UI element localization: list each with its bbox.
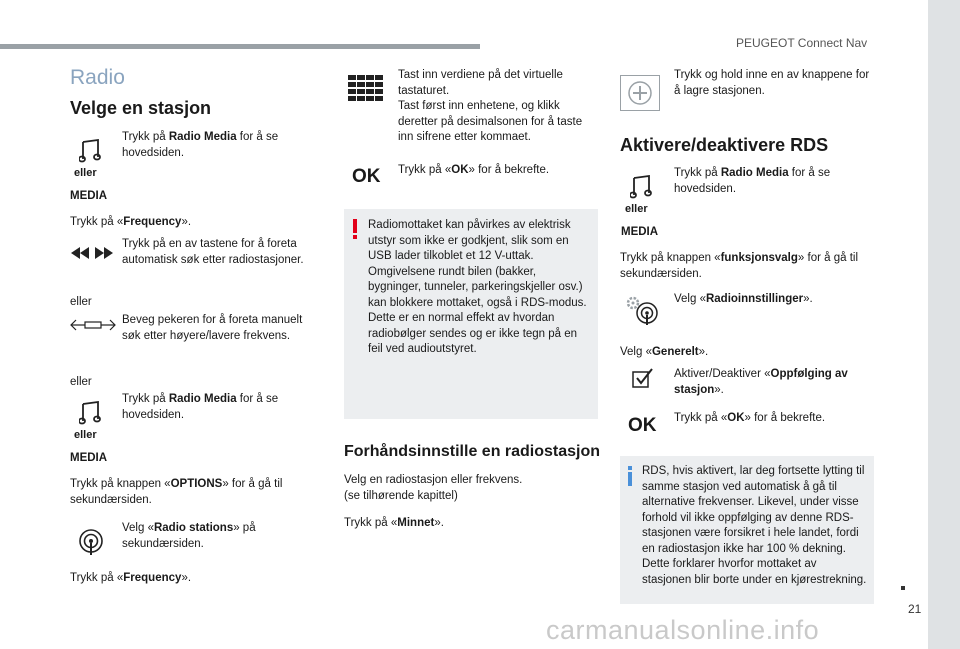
eller-label: eller <box>625 203 648 215</box>
media-button-label: MEDIA <box>70 190 108 202</box>
frequency-text: Trykk på «Frequency». <box>70 572 192 584</box>
frequency-text: Trykk på «Frequency». <box>70 216 192 228</box>
ok-confirm-text: Trykk på «OK» for å bekrefte. <box>398 164 550 176</box>
heading-velge-stasjon: Velge en stasjon <box>70 98 212 118</box>
manual-search-text: Beveg pekeren for å foreta manuelt søk etter høyere/lavere frekvens. <box>122 314 303 342</box>
funksjonsvalg-text: Trykk på knappen «funksjonsvalg» for å gå til sekundærsiden. <box>620 252 858 280</box>
eller-label: eller <box>70 296 92 308</box>
options-text: Trykk på knappen «OPTIONS» for å gå til sekundærsiden. <box>70 478 283 506</box>
oppfolging-text: Aktiver/Deaktiver «Oppfølging av stasjon». <box>674 368 848 396</box>
eller-label: eller <box>74 167 97 179</box>
radio-media-text: Trykk på Radio Media for å se hovedsiden. <box>122 393 279 421</box>
ok-icon: OK <box>628 415 657 436</box>
ok-confirm-text: Trykk på «OK» for å bekrefte. <box>674 412 826 424</box>
seek-text: Trykk på en av tastene for å foreta automatisk søk etter radiostasjoner. <box>122 238 304 266</box>
radio-stations-text: Velg «Radio stations» på sekundærsiden. <box>122 522 256 550</box>
media-button-label: MEDIA <box>621 226 659 238</box>
eller-label: eller <box>70 376 92 388</box>
page-number: 21 <box>908 602 922 616</box>
music-note-icon <box>79 401 101 425</box>
preset-select-text: Velg en radiostasjon eller frekvens. (se tilhørende kapittel) <box>344 474 523 502</box>
top-rule <box>0 44 480 49</box>
info-icon <box>627 466 633 486</box>
ok-icon: OK <box>352 166 381 187</box>
music-note-icon <box>630 175 652 199</box>
hold-to-save-text: Trykk og hold inne en av knappene for å lagre stasjonen. <box>674 69 870 97</box>
radio-media-text: Trykk på Radio Media for å se hovedsiden. <box>674 167 831 195</box>
generelt-text: Velg «Generelt». <box>620 346 709 358</box>
section-title: Radio <box>70 66 125 89</box>
radio-media-text: Trykk på Radio Media for å se hovedsiden. <box>122 131 279 159</box>
add-preset-icon <box>620 75 660 111</box>
seek-arrows-icon <box>70 246 114 260</box>
radio-antenna-icon <box>78 528 104 556</box>
side-band <box>928 0 960 649</box>
keypad-text: Tast inn verdiene på det virtuelle tastaturet. Tast først inn enhetene, og klikk deretter på desimalsonen for å taste inn sifrene etter kommaet. <box>398 69 583 143</box>
watermark: carmanualsonline.info <box>546 615 820 645</box>
media-button-label: MEDIA <box>70 452 108 464</box>
eller-label: eller <box>74 429 97 441</box>
warning-text: Radiomottaket kan påvirkes av elektrisk utstyr som ikke er godkjent, slik som en USB lader tilkoblet et 12 V-uttak. Omgivelsene rundt bilen (bakker, bygninger, tunneler, parkeringskjeller osv.) kan blokkere mottaket, også i RDS-modus. Dette er en normal effekt av hvordan radiobølger sendes og er ikke tegn på en feil ved audioutstyret. <box>368 219 587 355</box>
info-text: RDS, hvis aktivert, lar deg fortsette lytting til samme stasjon ved automatisk å gå til alternative frekvenser. Likevel, under visse forhold vil ikke oppfølging av denne RDS-stasjonen være forsikret i hele landet, fordi en radiostasjon ikke har 100 % dekning. Dette forklarer hvorfor mottaket av stasjonen blir borte under en kjørestrekning. <box>642 465 867 586</box>
heading-forhandsinnstille: Forhåndsinnstille en radiostasjon <box>344 443 601 460</box>
radioinnstillinger-text: Velg «Radioinnstillinger». <box>674 293 813 305</box>
music-note-icon <box>79 139 101 163</box>
heading-rds: Aktivere/deaktivere RDS <box>620 135 829 155</box>
keypad-icon <box>348 75 384 103</box>
frequency-slider-icon <box>70 319 116 331</box>
checkbox-icon <box>632 368 654 388</box>
header-title: PEUGEOT Connect Nav <box>736 36 868 50</box>
preset-minnet-text: Trykk på «Minnet». <box>344 517 444 529</box>
page-marker <box>901 586 905 590</box>
radio-settings-icon <box>626 296 660 326</box>
warning-icon <box>352 219 358 239</box>
